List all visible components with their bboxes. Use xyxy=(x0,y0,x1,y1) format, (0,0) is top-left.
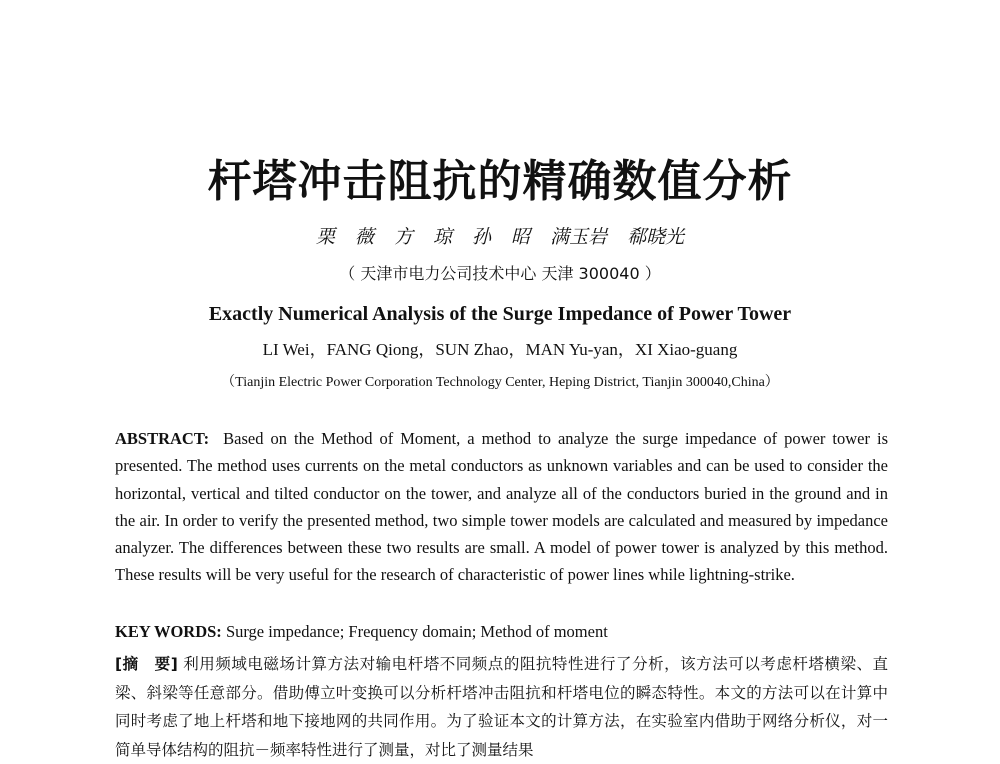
keywords-text: Surge impedance; Frequency domain; Method of moment xyxy=(225,622,608,641)
keywords-label: KEY WORDS: xyxy=(115,622,222,641)
abstract-chinese-label: [摘 要] xyxy=(115,655,178,673)
abstract-chinese-text: 利用频域电磁场计算方法对输电杆塔不同频点的阻抗特性进行了分析，该方法可以考虑杆塔横梁、直梁、斜梁等任意部分。借助傅立叶变换可以分析杆塔冲击阻抗和杆塔电位的瞬态特性。本文的方法可以在计算中同时考虑了地上杆塔和地下接地网的共同作用。为了验证本文的计算方法，在实验室内借助于网络分析仪，对一简单导体结构的阻抗－频率特性进行了测量，对比了测量结果 xyxy=(115,655,889,759)
author-list-english: LI Wei，FANG Qiong，SUN Zhao，MAN Yu-yan，XI Xiao-guang xyxy=(262,340,738,359)
affiliation-english: （Tianjin Electric Power Corporation Technology Center, Heping District, Tianjin 300040,China） xyxy=(221,375,779,390)
abstract-english-label: ABSTRACT: xyxy=(115,429,210,448)
abstract-chinese xyxy=(115,650,888,764)
paper-title-english: Exactly Numerical Analysis of the Surge Impedance of Power Tower xyxy=(208,303,792,325)
abstract-english xyxy=(115,425,888,589)
keywords-english xyxy=(115,620,888,644)
abstract-english-text: Based on the Method of Moment, a method to analyze the surge impedance of power tower is presented. The method uses currents on the metal conductors as unknown variables and can be used to consider the horizontal, vertical and tilted conductor on the tower, and analyze all of the conductors buried in the ground and in the air. In order to verify the presented method, two simple tower models are calculated and measured by impedance analyzer. The differences between these two results are small. A model of power tower is analyzed by this method. These results will be very useful for the research of characteristic of power lines while lightning-strike. xyxy=(115,429,889,585)
affiliation-chinese: （ 天津市电力公司技术中心 天津 300040 ） xyxy=(339,264,661,283)
author-list-chinese: 栗 薇 方 琼 孙 昭 满玉岩 郗晓光 xyxy=(315,226,685,248)
paper-title-chinese: 杆塔冲击阻抗的精确数值分析 xyxy=(207,156,793,207)
